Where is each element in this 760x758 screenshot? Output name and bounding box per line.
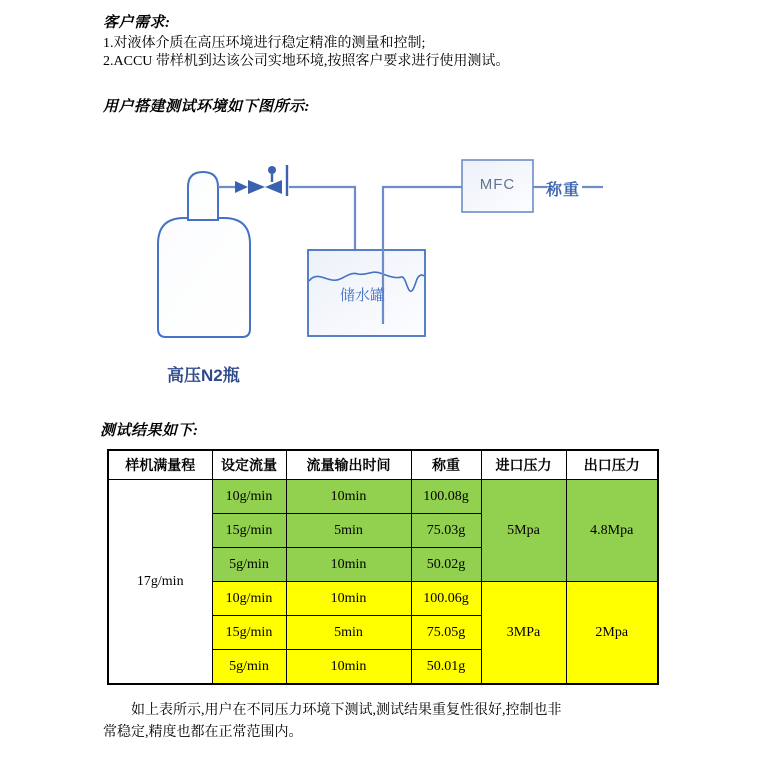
pipe-valve-to-tank (289, 187, 355, 257)
col-header-output-time: 流量输出时间 (286, 450, 411, 480)
weight-cell: 75.05g (411, 616, 481, 650)
cylinder-label: 高压N2瓶 (167, 366, 240, 385)
set-flow-cell: 5g/min (212, 650, 286, 685)
weight-cell: 50.02g (411, 548, 481, 582)
inlet-pressure-cell: 3MPa (481, 582, 566, 685)
mfc-label: MFC (479, 176, 516, 193)
output-time-cell: 5min (286, 616, 411, 650)
output-time-cell: 5min (286, 514, 411, 548)
weigh-label: 称重 (546, 182, 581, 199)
col-header-full-scale: 样机满量程 (108, 450, 212, 480)
gas-cylinder-neck (188, 172, 218, 220)
col-header-weight: 称重 (411, 450, 481, 480)
results-table (107, 449, 659, 685)
outlet-pressure-cell: 2Mpa (566, 582, 658, 685)
valve-arrow-icon (235, 181, 248, 193)
requirement-item-2: 2.ACCU 带样机到达该公司实地环境,按照客户要求进行使用测试。 (103, 54, 510, 69)
conclusion-line-1: 如上表所示,用户在不同压力环境下测试,测试结果重复性很好,控制也非 (131, 703, 562, 718)
output-time-cell: 10min (286, 480, 411, 514)
output-time-cell: 10min (286, 650, 411, 685)
tank-label: 储水罐 (340, 287, 386, 304)
set-flow-cell: 10g/min (212, 480, 286, 514)
requirements-heading: 客户需求: (103, 15, 171, 31)
valve-bowtie-icon (248, 180, 265, 194)
conclusion-paragraph (103, 700, 681, 744)
results-heading: 测试结果如下: (100, 423, 199, 439)
requirement-item-1: 1.对液体介质在高压环境进行稳定精准的测量和控制; (103, 36, 426, 51)
col-header-outlet-pressure: 出口压力 (566, 450, 658, 480)
valve-bowtie-icon (265, 180, 282, 194)
set-flow-cell: 5g/min (212, 548, 286, 582)
set-flow-cell: 15g/min (212, 616, 286, 650)
weight-cell: 50.01g (411, 650, 481, 685)
outlet-pressure-cell: 4.8Mpa (566, 480, 658, 582)
table-row (108, 480, 658, 514)
weight-cell: 100.08g (411, 480, 481, 514)
valve-actuator-icon (268, 166, 276, 174)
set-flow-cell: 10g/min (212, 582, 286, 616)
inlet-pressure-cell: 5Mpa (481, 480, 566, 582)
weight-cell: 100.06g (411, 582, 481, 616)
conclusion-line-2: 常稳定,精度也都在正常范围内。 (103, 725, 303, 740)
output-time-cell: 10min (286, 548, 411, 582)
col-header-set-flow: 设定流量 (212, 450, 286, 480)
set-flow-cell: 15g/min (212, 514, 286, 548)
weight-cell: 75.03g (411, 514, 481, 548)
col-header-inlet-pressure: 进口压力 (481, 450, 566, 480)
full-scale-cell: 17g/min (108, 480, 212, 685)
test-setup-diagram (150, 158, 610, 388)
setup-heading: 用户搭建测试环境如下图所示: (103, 99, 310, 115)
output-time-cell: 10min (286, 582, 411, 616)
table-header-row (108, 450, 658, 480)
gas-cylinder-body (158, 218, 250, 337)
